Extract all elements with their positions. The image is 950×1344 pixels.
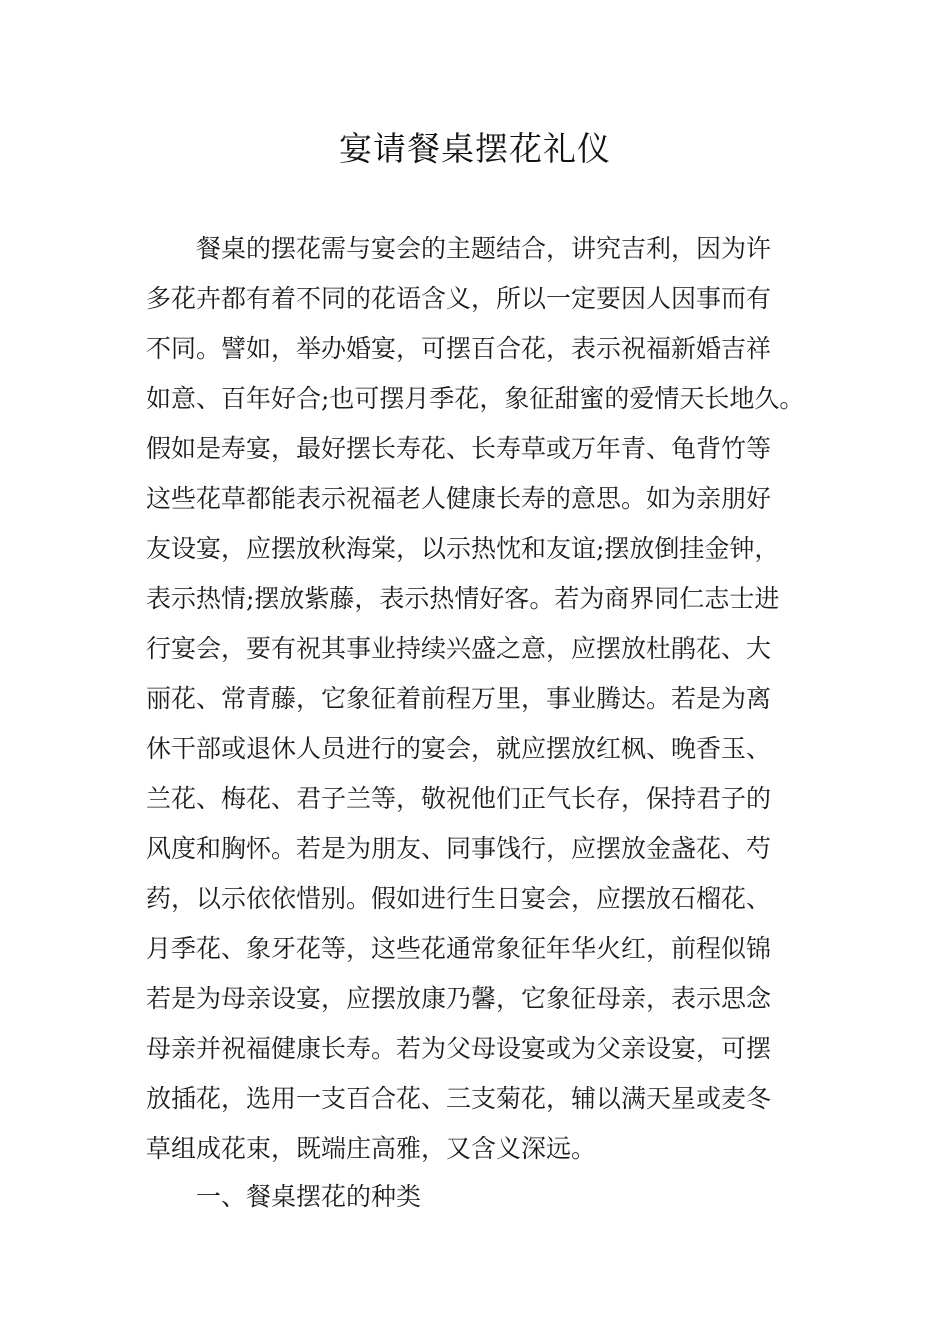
paragraph-line: 休干部或退休人员进行的宴会，就应摆放红枫、晚香玉、 (146, 734, 772, 763)
paragraph-line: 表示热情;摆放紫藤，表示热情好客。若为商界同仁志士进 (146, 584, 780, 613)
paragraph-line: 丽花、常青藤，它象征着前程万里，事业腾达。若是为离 (146, 684, 772, 713)
paragraph-line: 风度和胸怀。若是为朋友、同事饯行，应摆放金盏花、芍 (146, 834, 772, 863)
paragraph-line: 母亲并祝福健康长寿。若为父母设宴或为父亲设宴，可摆 (146, 1034, 772, 1063)
paragraph-line: 行宴会，要有祝其事业持续兴盛之意，应摆放杜鹃花、大 (146, 634, 772, 663)
paragraph-line: 友设宴，应摆放秋海棠，以示热忱和友谊;摆放倒挂金钟， (146, 534, 780, 563)
paragraph-line: 放插花，选用一支百合花、三支菊花，辅以满天星或麦冬 (146, 1084, 772, 1113)
paragraph-line: 药，以示依依惜别。假如进行生日宴会，应摆放石榴花、 (146, 884, 772, 913)
paragraph-line: 多花卉都有着不同的花语含义，所以一定要因人因事而有 (146, 284, 772, 313)
paragraph-line: 草组成花束，既端庄高雅，又含义深远。 (146, 1134, 597, 1163)
paragraph-line: 不同。譬如，举办婚宴，可摆百合花，表示祝福新婚吉祥 (146, 334, 772, 363)
document-title: 宴请餐桌摆花礼仪 (339, 129, 611, 168)
paragraph-line: 月季花、象牙花等，这些花通常象征年华火红，前程似锦 (146, 934, 772, 963)
paragraph-line: 如意、百年好合;也可摆月季花，象征甜蜜的爱情天长地久。 (146, 384, 805, 413)
paragraph-line: 餐桌的摆花需与宴会的主题结合，讲究吉利，因为许 (196, 234, 772, 263)
section-heading: 一、餐桌摆花的种类 (196, 1182, 422, 1211)
paragraph-line: 这些花草都能表示祝福老人健康长寿的意思。如为亲朋好 (146, 484, 772, 513)
paragraph-line: 假如是寿宴，最好摆长寿花、长寿草或万年青、龟背竹等 (146, 434, 772, 463)
paragraph-line: 兰花、梅花、君子兰等，敬祝他们正气长存，保持君子的 (146, 784, 772, 813)
paragraph-line: 若是为母亲设宴，应摆放康乃馨，它象征母亲，表示思念 (146, 984, 772, 1013)
